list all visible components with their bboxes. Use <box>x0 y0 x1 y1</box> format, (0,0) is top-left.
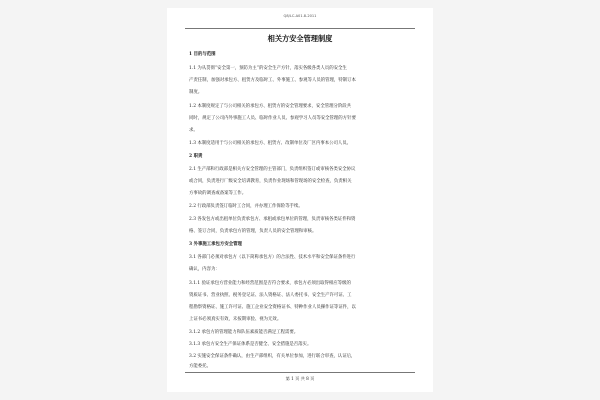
paragraph-line: 3.2 实施安全保证条件确认，由生产部组织，有关单位参加，进行联合审查，认证后， <box>189 354 356 359</box>
document-code: Q8/LC-A01.8-2011 <box>283 14 317 18</box>
header-rule <box>185 28 415 29</box>
paragraph-line: 2.2 行政部负责签订临时工合同，并办理工作保险等手续。 <box>189 204 303 209</box>
section-heading-2: 2 职责 <box>189 154 203 159</box>
paragraph-line: 同时，规定了公司内外事施工人员、临时作业人员、参观学习人员等安全管理的方针要 <box>189 116 356 121</box>
paragraph-line: 3.1 各部门必须对承包方（以下简称承包方）的合法性、技术水平和安全保证条件进行 <box>189 255 356 260</box>
document-page <box>167 8 433 392</box>
paragraph-line: 2.1 生产部和行政部是相关方安全管理的主管部门，负责组织签订或审核各类安全协议 <box>189 167 356 172</box>
paragraph-line: 资质证书、营业执照、税务登记证、法人资格证、法人委托书、安全生产许可证、工 <box>189 293 352 298</box>
page-number: 第 1 页 共 8 页 <box>285 376 315 381</box>
paragraph-line: 上证书必须真实有效，未按期审验、视为无效。 <box>189 317 282 322</box>
paragraph-line: 产责任制，加强对承包方、租赁方及临时工、外事施工、参观等人员的管理，特制订本 <box>189 78 356 83</box>
paragraph-line: 程勘察资格证、施工许可证、施工企业安全资格证书、特种作业人员操作证等证件，以 <box>189 305 356 310</box>
paragraph-line: 3.1.3 承包方安全生产保证体系是否健全、安全措施是否落实。 <box>189 342 312 347</box>
paragraph-line: 方能委托。 <box>189 364 211 369</box>
paragraph-line: 2.3 各发包方或出租单位负责承包方、承租或承包单位的管理，负责审核各类证件和资 <box>189 217 356 222</box>
paragraph-line: 确认，内容为： <box>189 267 220 272</box>
paragraph-line: 求。 <box>189 128 198 133</box>
paragraph-line: 或合同，负责进行厂级安全培训教育，负责作业现场和管现场的安全检查，负责相关 <box>189 179 352 184</box>
footer-rule <box>185 372 415 373</box>
paragraph-line: 格、签订合同，负责承包方的管理，负责人员的安全管理和审核。 <box>189 229 317 234</box>
document-title: 相关方安全管理制度 <box>267 34 333 43</box>
section-heading-1: 1 目的与范围 <box>189 52 216 57</box>
paragraph-line: 1.1 为从贯彻“安全第一，预防为主”的安全生产方针，落实各级各类人员的安全生 <box>189 66 347 71</box>
paragraph-line: 3.1.2 承包方的管理能力和队伍素质能否满足工程需要。 <box>189 330 299 335</box>
paragraph-line: 1.3 本制度适用于与公司相关的承包方、租赁方、改制单位及厂区内事本公司人员。 <box>189 141 352 146</box>
paragraph-line: 方事故的调查或备案等工作。 <box>189 191 247 196</box>
paragraph-line: 1.2 本制度规定了与公司相关的承包方、租赁方的安全管理要求，安全管理分阶段共 <box>189 104 352 109</box>
paragraph-line: 3.1.1 验证承包方营业能力和经营范围是否符合要求，承包方必须出取得相应等级的 <box>189 281 351 286</box>
section-heading-3: 3 外事施工承包方安全管理 <box>189 242 242 247</box>
paragraph-line: 制度。 <box>189 90 203 95</box>
